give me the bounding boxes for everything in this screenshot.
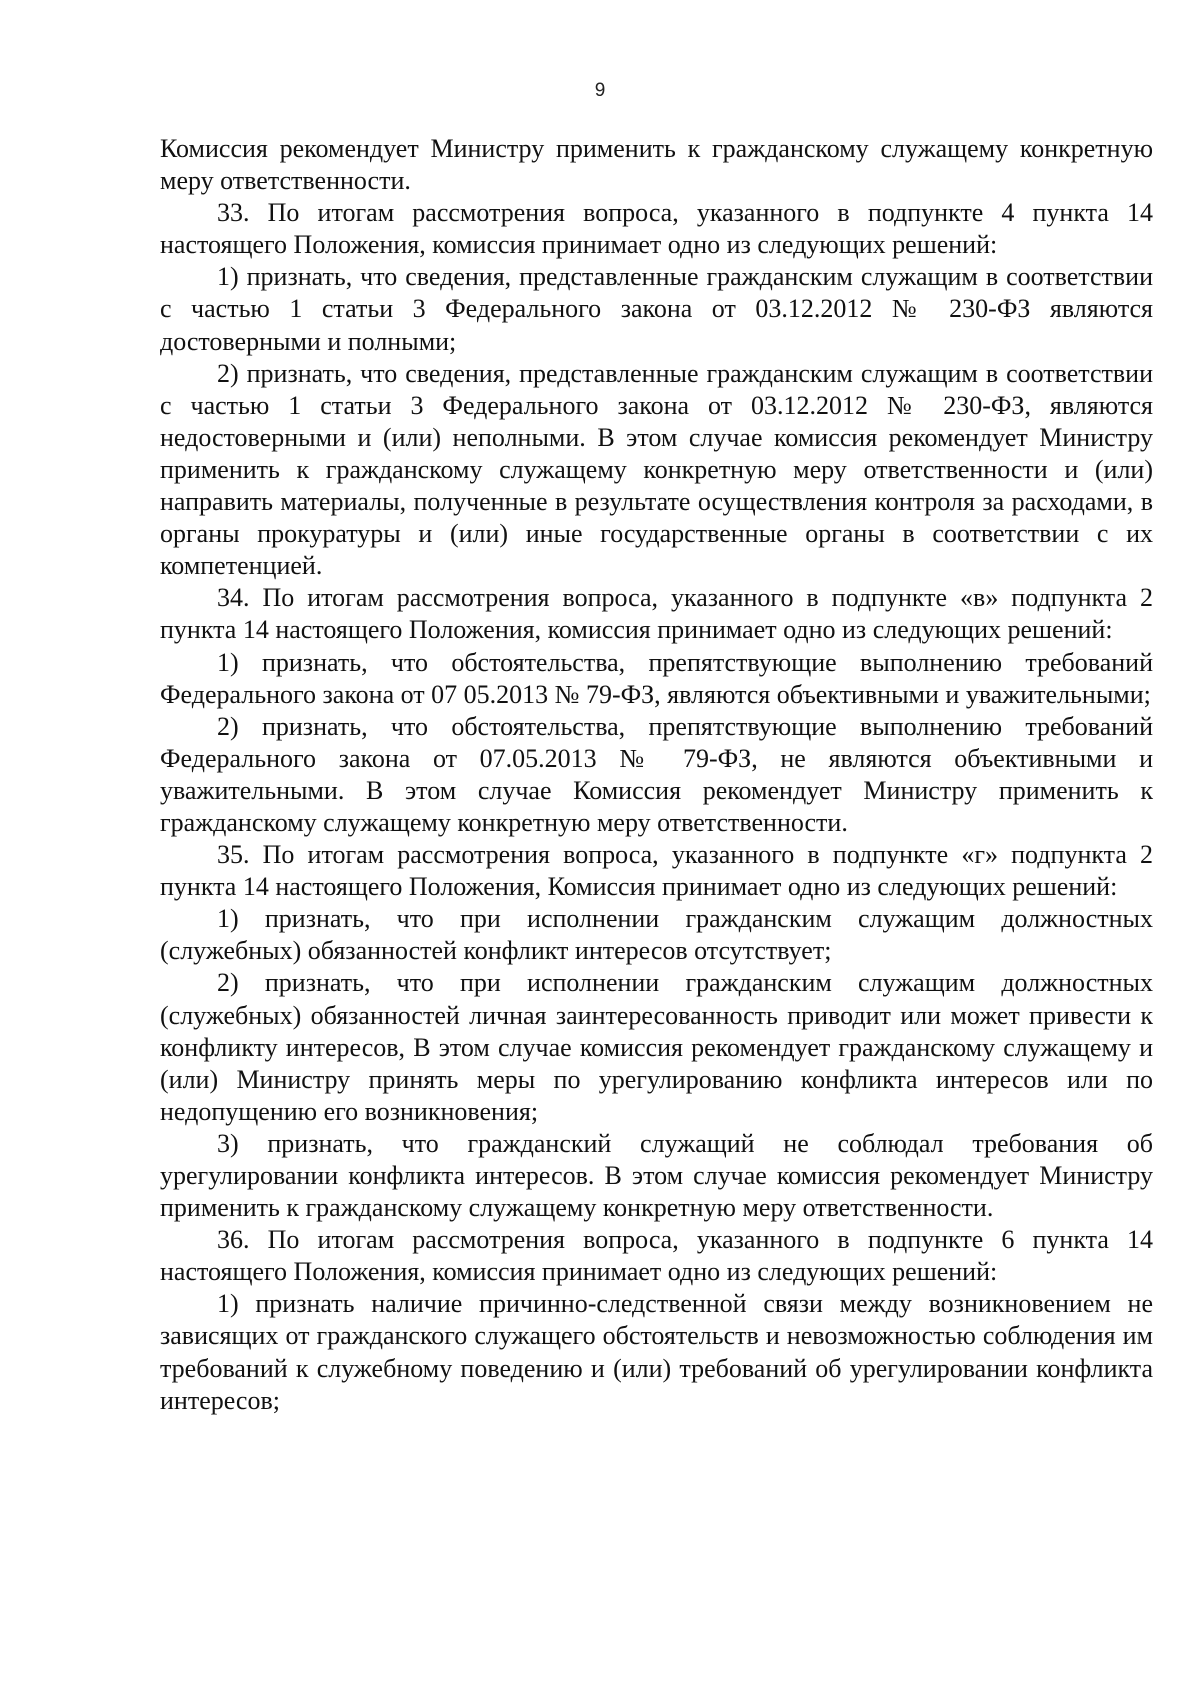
paragraph: 33. По итогам рассмотрения вопроса, указанного в подпункте 4 пункта 14 настоящего Положения, комиссия принимает одно из следующих решений: — [160, 198, 1153, 260]
paragraph: 2) признать, что при исполнении гражданским служащим должностных (служебных) обязанностей личная заинтересованность приводит или может привести к конфликту интересов, В этом случае комиссия рекомендует гражданскому служащему и (или) Министру принять меры по урегулированию конфликта интересов или по недопущению его возникновения; — [160, 968, 1153, 1126]
paragraph: 35. По итогам рассмотрения вопроса, указанного в подпункте «г» подпункта 2 пункта 14 настоящего Положения, Комиссия принимает одно из следующих решений: — [160, 840, 1153, 902]
paragraph: 2) признать, что сведения, представленные гражданским служащим в соответствии с частью 1 статьи 3 Федерального закона от 03.12.2012 № 230-ФЗ, являются недостоверными и (или) неполными. В этом случае комиссия рекомендует Министру применить к гражданскому служащему конкретную меру ответственности и (или) направить материалы, полученные в результате осуществления контроля за расходами, в органы прокуратуры и (или) иные государственные органы в соответствии с их компетенцией. — [160, 358, 1153, 581]
paragraph: 1) признать наличие причинно-следственной связи между возникновением не зависящих от гражданского служащего обстоятельств и невозможностью соблюдения им требований к служебному поведению и (или) требований об урегулировании конфликта интересов; — [160, 1289, 1153, 1415]
paragraph: 1) признать, что обстоятельства, препятствующие выполнению требований Федерального закона от 07 05.2013 № 79-ФЗ, являются объективными и уважительными; — [160, 647, 1153, 709]
document-body — [160, 133, 1153, 1417]
paragraph: 34. По итогам рассмотрения вопроса, указанного в подпункте «в» подпункта 2 пункта 14 настоящего Положения, комиссия принимает одно из следующих решений: — [160, 583, 1153, 645]
paragraph: 1) признать, что сведения, представленные гражданским служащим в соответствии с частью 1 статьи 3 Федерального закона от 03.12.2012 № 230-ФЗ являются достоверными и полными; — [160, 262, 1153, 356]
paragraph: 2) признать, что обстоятельства, препятствующие выполнению требований Федерального закона от 07.05.2013 № 79-ФЗ, не являются объективными и уважительными. В этом случае Комиссия рекомендует Министру применить к гражданскому служащему конкретную меру ответственности. — [160, 711, 1153, 837]
paragraph: 36. По итогам рассмотрения вопроса, указанного в подпункте 6 пункта 14 настоящего Положения, комиссия принимает одно из следующих решений: — [160, 1225, 1153, 1287]
paragraph: Комиссия рекомендует Министру применить к гражданскому служащему конкретную меру ответственности. — [160, 134, 1153, 196]
page-number: 9 — [594, 80, 606, 101]
paragraph: 1) признать, что при исполнении гражданским служащим должностных (служебных) обязанностей конфликт интересов отсутствует; — [160, 904, 1153, 966]
paragraph: 3) признать, что гражданский служащий не соблюдал требования об урегулировании конфликта интересов. В этом случае комиссия рекомендует Министру применить к гражданскому служащему конкретную меру ответственности. — [160, 1128, 1153, 1223]
